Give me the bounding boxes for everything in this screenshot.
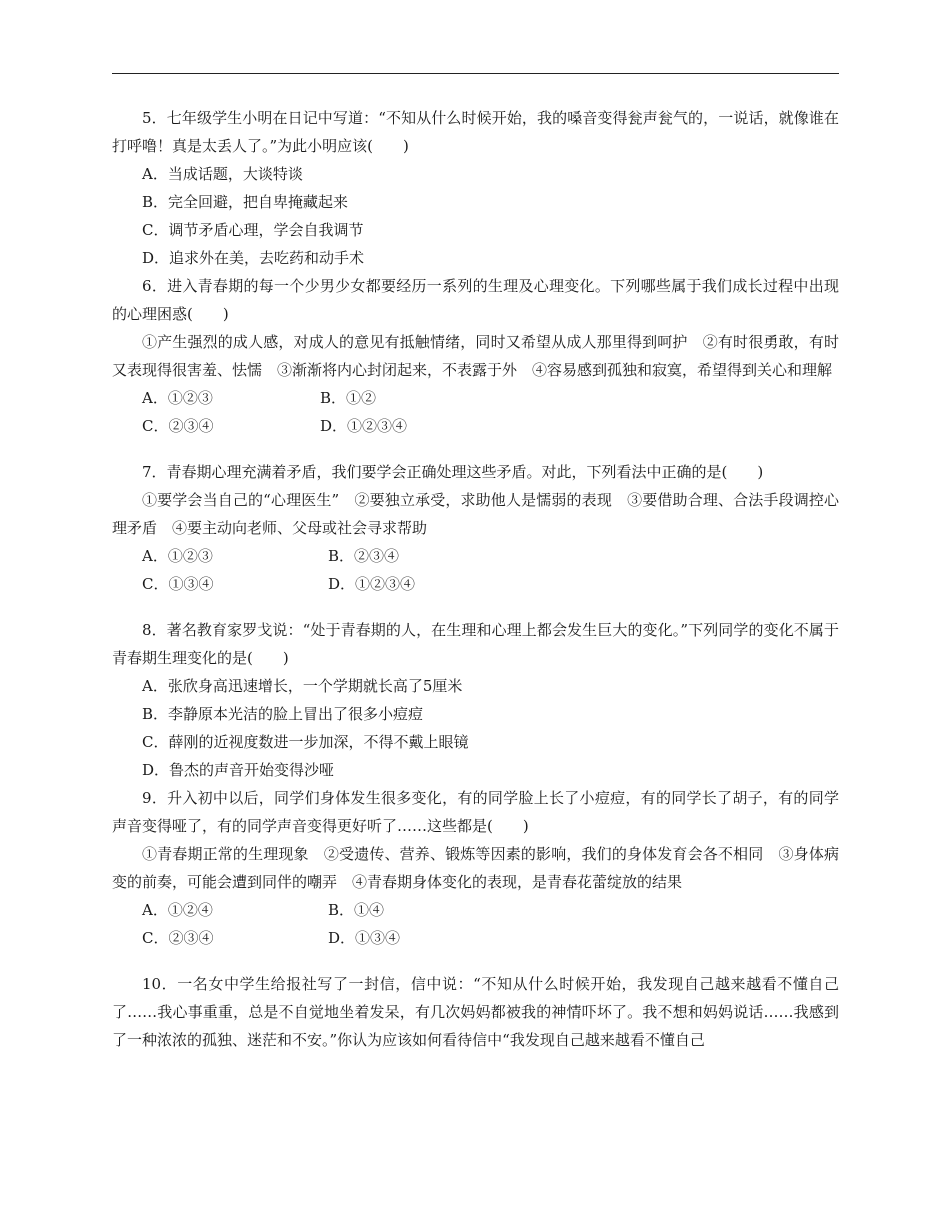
header-rule xyxy=(112,73,839,74)
question-statements: ①产生强烈的成人感，对成人的意见有抵触情绪，同时又希望从成人那里得到呵护 ②有时很勇敢，有时又表现得很害羞、怯懦 ③渐渐将内心封闭起来，不表露于外 ④容易感到孤独和寂寞，希望得到关心和理解 xyxy=(112,333,839,379)
option-d: D．①②③④ xyxy=(328,575,416,593)
option-row xyxy=(112,412,839,440)
option-a: A．当成话题，大谈特谈 xyxy=(142,165,303,183)
question-stem: 7．青春期心理充满着矛盾，我们要学会正确处理这些矛盾。对此，下列看法中正确的是( ) xyxy=(142,463,764,481)
option-a: A．①②④ xyxy=(142,901,213,919)
option-b: B．②③④ xyxy=(328,547,400,565)
option-a: A．张欣身高迅速增长，一个学期就长高了5厘米 xyxy=(142,677,463,695)
question-stem: 10．一名女中学生给报社写了一封信，信中说：“不知从什么时候开始，我发现自己越来越看不懂自己了……我心事重重，总是不自觉地坐着发呆，有几次妈妈都被我的神情吓坏了。我不想和妈妈说话……我感到了一种浓浓的孤独、迷茫和不安。”你认为应该如何看待信中“我发现自己越来越看不懂自己 xyxy=(112,975,839,1049)
question-6 xyxy=(112,272,839,440)
question-statements: ①青春期正常的生理现象 ②受遗传、营养、锻炼等因素的影响，我们的身体发育会各不相同 ③身体病变的前奏，可能会遭到同伴的嘲弄 ④青春期身体变化的表现，是青春花蕾绽放的结果 xyxy=(112,845,839,891)
option-d: D．追求外在美，去吃药和动手术 xyxy=(142,249,365,267)
question-stem: 6．进入青春期的每一个少男少女都要经历一系列的生理及心理变化。下列哪些属于我们成长过程中出现的心理困惑( ) xyxy=(112,277,839,323)
option-a: A．①②③ xyxy=(142,389,213,407)
option-row xyxy=(112,542,839,570)
option-row xyxy=(112,384,839,412)
question-stem: 9．升入初中以后，同学们身体发生很多变化，有的同学脸上长了小痘痘，有的同学长了胡子，有的同学声音变得哑了，有的同学声音变得更好听了……这些都是( ) xyxy=(112,789,839,835)
option-c: C．薛刚的近视度数进一步加深，不得不戴上眼镜 xyxy=(142,733,469,751)
option-row xyxy=(112,924,839,952)
question-9 xyxy=(112,784,839,952)
option-a: A．①②③ xyxy=(142,547,213,565)
option-c: C．②③④ xyxy=(142,929,214,947)
option-row xyxy=(112,570,839,598)
option-row xyxy=(112,896,839,924)
option-d: D．①②③④ xyxy=(320,417,408,435)
option-c: C．②③④ xyxy=(142,417,214,435)
option-d: D．①③④ xyxy=(328,929,401,947)
question-10 xyxy=(112,970,839,1054)
question-8 xyxy=(112,616,839,784)
question-statements: ①要学会当自己的“心理医生” ②要独立承受，求助他人是懦弱的表现 ③要借助合理、合法手段调控心理矛盾 ④要主动向老师、父母或社会寻求帮助 xyxy=(112,491,839,537)
option-d: D．鲁杰的声音开始变得沙哑 xyxy=(142,761,335,779)
question-5 xyxy=(112,104,839,272)
question-stem: 5．七年级学生小明在日记中写道：“不知从什么时候开始，我的嗓音变得瓮声瓮气的，一说话，就像谁在打呼噜！真是太丢人了。”为此小明应该( ) xyxy=(112,109,839,155)
option-b: B．完全回避，把自卑掩藏起来 xyxy=(142,193,349,211)
option-b: B．①④ xyxy=(328,901,385,919)
option-c: C．调节矛盾心理，学会自我调节 xyxy=(142,221,364,239)
option-c: C．①③④ xyxy=(142,575,214,593)
option-b: B．李静原本光洁的脸上冒出了很多小痘痘 xyxy=(142,705,424,723)
question-7 xyxy=(112,458,839,598)
question-stem: 8．著名教育家罗戈说：“处于青春期的人，在生理和心理上都会发生巨大的变化。”下列同学的变化不属于青春期生理变化的是( ) xyxy=(112,621,839,667)
question-list xyxy=(112,104,839,1054)
option-b: B．①② xyxy=(320,389,377,407)
